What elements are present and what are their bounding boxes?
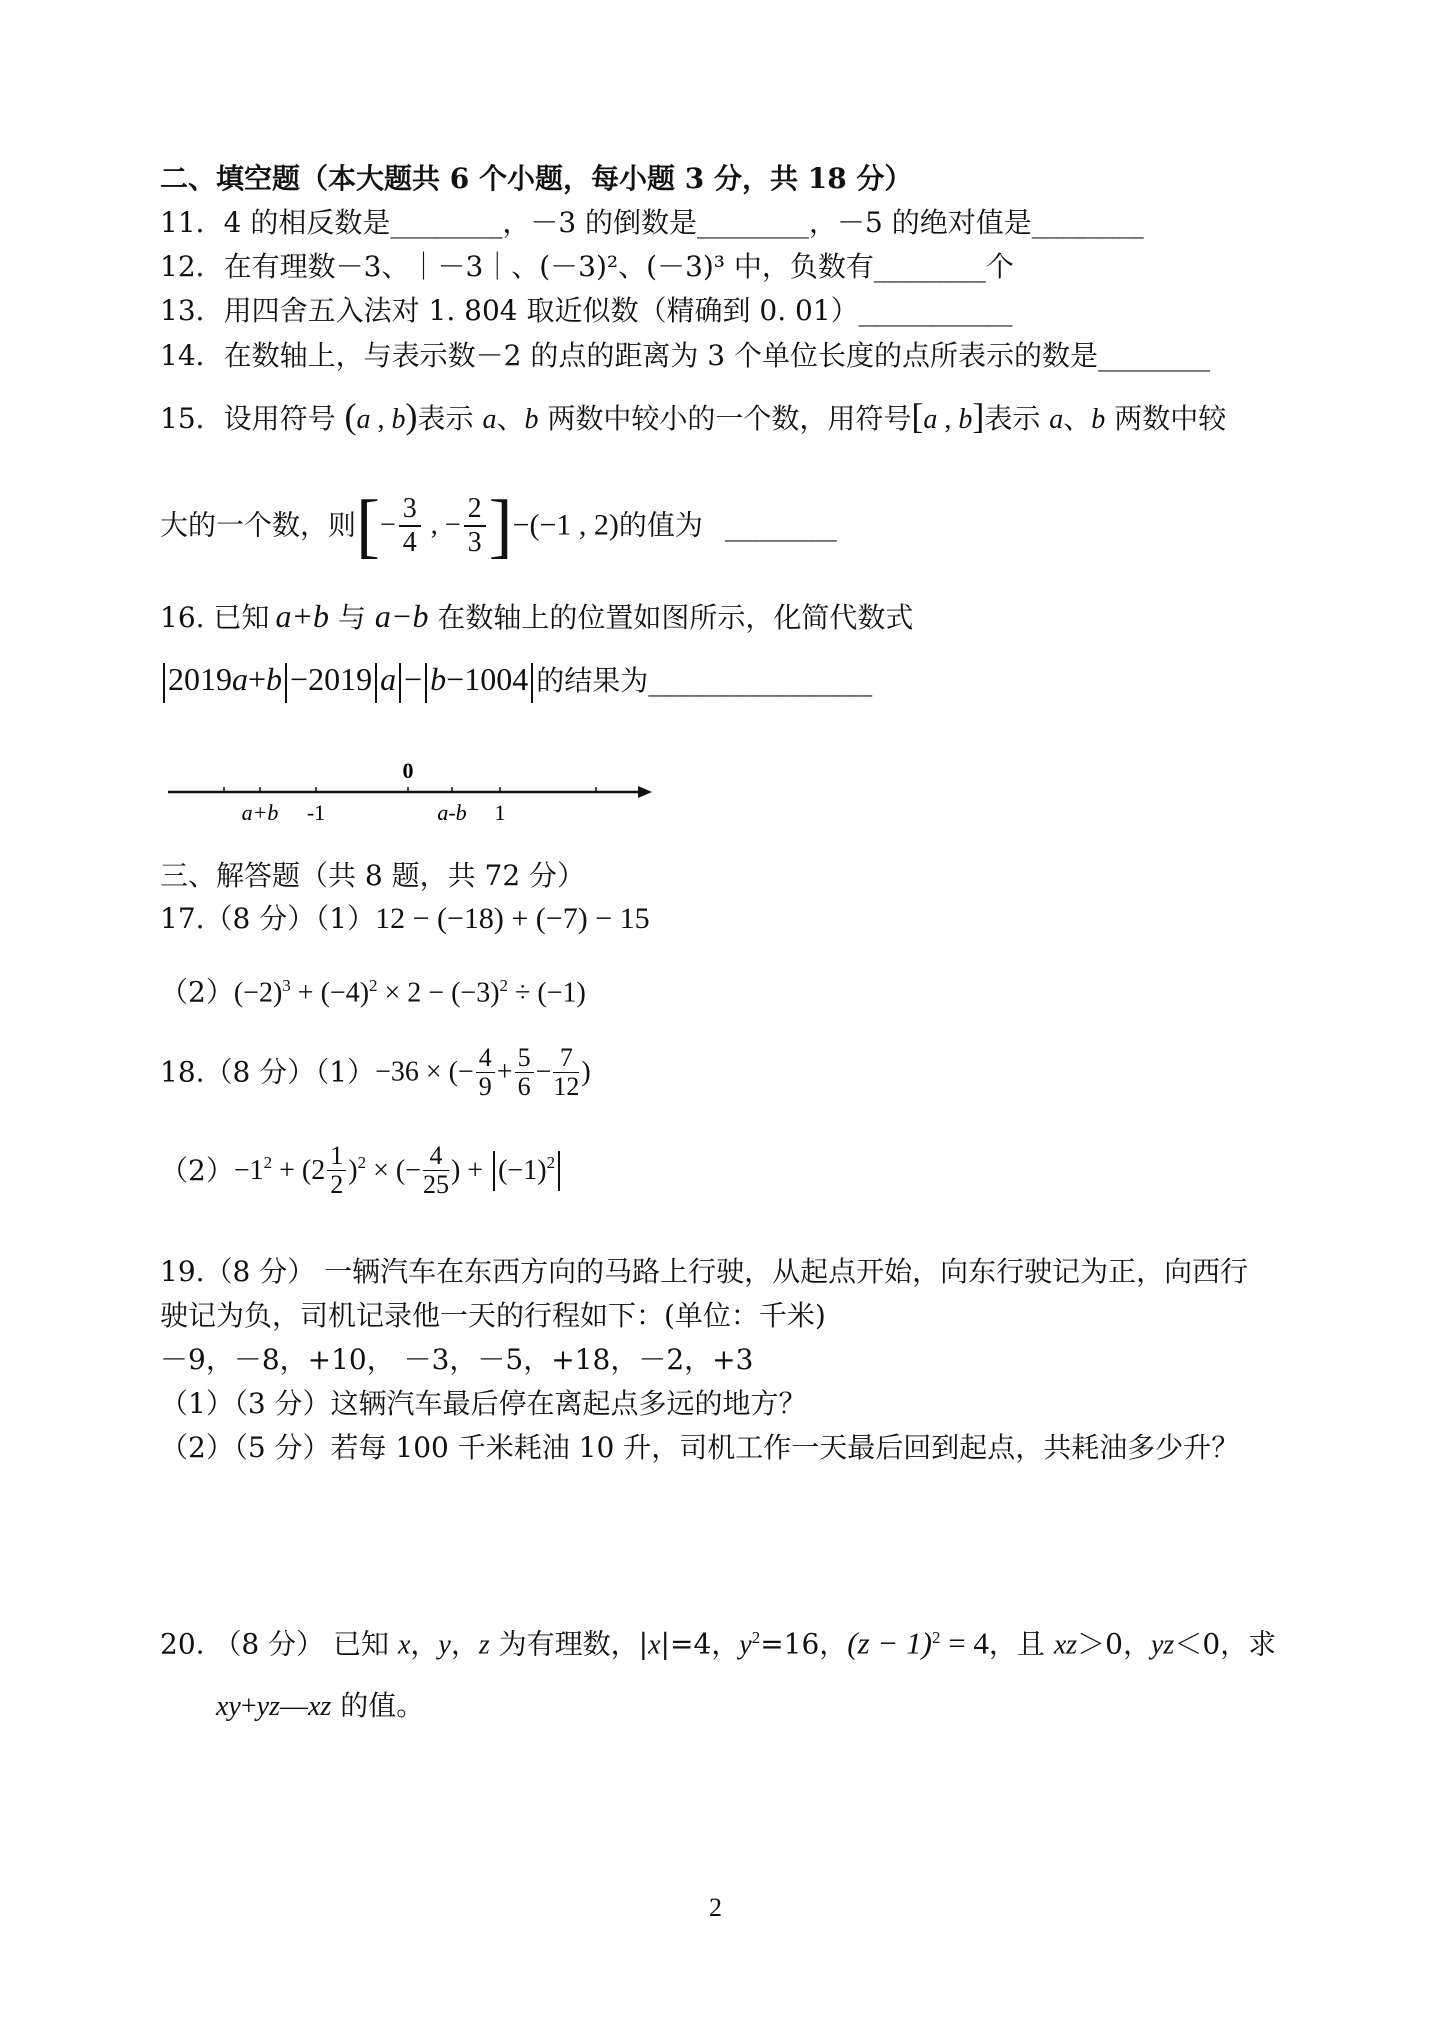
- q16-expr-a-plus-b: a+b: [275, 598, 330, 634]
- label-a-minus-b: a-b: [437, 800, 467, 825]
- q16-abs-bar: [285, 663, 287, 703]
- q18-2-f1-num: 1: [327, 1142, 346, 1171]
- q18-2-f1-den: 2: [330, 1170, 344, 1200]
- q15-line2-suffix: 的值为: [618, 508, 703, 542]
- q18-2-fraction-4-25: [423, 1142, 449, 1199]
- q20-plus: +: [240, 1691, 257, 1722]
- q15-var-b1: b: [524, 404, 539, 435]
- q18-2-f2-num: 4: [423, 1142, 449, 1171]
- q20-expr-eq-4: = 4: [940, 1625, 989, 1661]
- q18-2-term: −1: [233, 1154, 264, 1186]
- q17-2-exp: 2: [499, 976, 509, 995]
- question-19-line5: （2）（5 分）若每 100 千米耗油 10 升，司机工作一天最后回到起点，共耗油多少升？: [160, 1431, 1240, 1464]
- q16-abs-bar: [531, 663, 533, 703]
- q17-2-exp: 2: [369, 976, 378, 995]
- question-15-line1: [160, 398, 1226, 438]
- question-17-part2: [160, 968, 586, 1011]
- q17-2-exp: 3: [282, 976, 291, 995]
- q16-expr-minus-1004: −1004: [446, 661, 529, 697]
- q15-var-a2: a: [923, 404, 938, 435]
- q15-fraction-3-4: [399, 493, 421, 559]
- q15-text-c: 两数中较小的一个数，用符号: [538, 402, 912, 435]
- question-18-part2: [160, 1128, 563, 1206]
- q15-var-a1: a: [482, 404, 497, 435]
- q16-expr-var-b: b: [266, 661, 283, 697]
- q16-abs-bar: [375, 663, 377, 703]
- q18-2-abs-bar: [558, 1151, 560, 1191]
- q18-f1-num: 4: [476, 1044, 495, 1073]
- q18-2-term: ) +: [450, 1154, 491, 1186]
- q15-answer-blank: ________: [724, 508, 837, 542]
- q15-bracket-close: ]: [972, 396, 985, 436]
- label-minus-1: -1: [306, 800, 326, 825]
- q18-close-paren: ): [581, 1056, 591, 1088]
- q16-text-b: 在数轴上的位置如图所示，化简代数式: [428, 601, 914, 634]
- q17-label: 17.（8 分）（1）: [160, 902, 376, 935]
- q16-expr-var-a2: a: [380, 661, 397, 697]
- question-18-part1: [160, 1036, 591, 1108]
- q18-f2-den: 6: [517, 1072, 531, 1101]
- q20-var-yz: yz: [1150, 1629, 1175, 1661]
- q18-fraction-5-6: [515, 1044, 534, 1101]
- q15-line2-text: 大的一个数，则: [160, 508, 357, 542]
- question-15-line2: [160, 484, 837, 566]
- q18-2-exp: 2: [546, 1153, 556, 1172]
- q15-tail-expression: −(−1 , 2): [512, 508, 619, 542]
- q18-2-f2-den: 25: [422, 1170, 449, 1200]
- q18-plus: +: [496, 1056, 513, 1088]
- q15-minus: −: [380, 509, 396, 541]
- q18-f2-num: 5: [515, 1044, 534, 1073]
- q15-text-a: 15．设用符号: [160, 402, 336, 435]
- q15-f1-num: 3: [399, 493, 421, 527]
- q20-expr-z-minus-1: (z − 1): [847, 1625, 932, 1661]
- q17-2-term: (−2): [233, 977, 283, 1009]
- q20-text: 20. （8 分） 已知: [160, 1627, 398, 1661]
- q15-var-b3: b: [1091, 404, 1106, 435]
- q16-abs-bar: [399, 663, 401, 703]
- q18-f3-den: 12: [553, 1072, 580, 1101]
- section2-heading: 二、填空题（本大题共 6 个小题，每小题 3 分，共 18 分）: [160, 162, 913, 195]
- q18-2-exp: 2: [357, 1153, 367, 1172]
- question-12: 12．在有理数－3、｜－3｜、(－3)²、(－3)³ 中，负数有________个: [160, 250, 1014, 283]
- q20-text-value: 的值。: [331, 1689, 425, 1722]
- q18-minus: −: [535, 1056, 552, 1088]
- q15-var-a: a: [356, 404, 371, 435]
- q17-2-label: （2）: [160, 975, 234, 1009]
- question-13: 13．用四舍五入法对 1. 804 取近似数（精确到 0. 01）___________: [160, 294, 1013, 327]
- q18-2-term: × (−: [366, 1154, 421, 1186]
- q15-fraction-2-3: [464, 493, 486, 559]
- q18-1-prefix: −36 × (−: [375, 1056, 474, 1088]
- q17-2-term: + (−4): [290, 977, 370, 1009]
- q20-var-xy: xy: [216, 1691, 241, 1722]
- q15-big-bracket-close: ]: [488, 485, 513, 566]
- q20-var-yz: yz: [256, 1691, 280, 1722]
- q15-var-b2: b: [958, 404, 973, 435]
- q20-text: ＞0，: [1077, 1627, 1151, 1661]
- q18-2-term: + (2: [272, 1154, 326, 1186]
- question-20-line1: [160, 1620, 1276, 1663]
- q15-text-e: 两数中较: [1105, 402, 1227, 435]
- q20-exp: 2: [931, 1628, 941, 1647]
- q15-bracket-open: [: [911, 396, 924, 436]
- question-19-line3: －9，－8，+10， －3，－5，+18，－2，+3: [160, 1343, 754, 1376]
- question-19-line1: 19.（8 分） 一辆汽车在东西方向的马路上行驶，从起点开始，向东行驶记为正，向西行: [160, 1255, 1249, 1288]
- question-19-line4: （1）（3 分）这辆汽车最后停在离起点多远的地方？: [160, 1387, 807, 1420]
- q20-text: ，且: [988, 1627, 1054, 1661]
- q16-text-result: 的结果为________________: [536, 664, 873, 697]
- q20-sep: ，: [450, 1627, 479, 1661]
- label-a-plus-b: a+b: [241, 800, 279, 825]
- q18-2-abs-bar: [493, 1151, 495, 1191]
- page-number: 2: [709, 1893, 722, 1922]
- q15-f2-den: 3: [467, 526, 482, 558]
- q20-text: 为有理数，|: [489, 1627, 649, 1661]
- q18-2-exp: 2: [263, 1153, 273, 1172]
- q20-exp: 2: [751, 1628, 761, 1647]
- q16-expr-a-minus-b: a−b: [374, 598, 429, 634]
- q18-fraction-7-12: [553, 1044, 579, 1101]
- q18-2-fraction-1-2: [327, 1142, 346, 1199]
- q20-var-y: y: [438, 1629, 451, 1661]
- q16-text-mid: 与: [329, 601, 375, 634]
- q18-f1-den: 9: [478, 1072, 492, 1101]
- q15-var-a3: a: [1049, 404, 1064, 435]
- question-20-line2: [216, 1688, 424, 1725]
- question-19-line2: 驶记为负，司机记录他一天的行程如下：(单位：千米): [160, 1299, 826, 1332]
- number-line-figure: [160, 752, 660, 832]
- question-17-part1: [160, 901, 650, 937]
- q16-expr-part: 2019: [168, 661, 232, 697]
- q15-paren-close: ): [405, 396, 418, 436]
- label-zero: 0: [402, 758, 414, 783]
- q20-var-x: x: [397, 1629, 411, 1661]
- q17-2-term: ÷ (−1): [508, 977, 586, 1009]
- q15-sep2: 、: [1063, 402, 1092, 435]
- q16-abs-bar: [163, 663, 165, 703]
- q20-dash: —: [279, 1691, 308, 1722]
- q15-sep1: 、: [496, 402, 525, 435]
- q15-f2-num: 2: [464, 493, 486, 527]
- q20-var-x: x: [648, 1629, 661, 1661]
- q20-text: =16，: [760, 1627, 848, 1661]
- q15-comma-minus: , −: [423, 509, 461, 541]
- q18-2-term: ): [348, 1154, 358, 1186]
- q15-text-d: 表示: [984, 402, 1050, 435]
- q20-var-y: y: [739, 1629, 752, 1661]
- q15-text-b: 表示: [417, 402, 483, 435]
- q18-2-label: （2）: [160, 1153, 234, 1187]
- question-16-line1: [160, 598, 913, 636]
- q15-big-bracket-open: [: [356, 485, 380, 566]
- q16-abs-bar: [425, 663, 427, 703]
- q15-paren-open: (: [344, 396, 357, 436]
- q17-2-term: × 2 − (−3): [377, 977, 500, 1009]
- q15-var-b: b: [391, 404, 406, 435]
- q15-comma: ,: [370, 404, 392, 435]
- q20-sep: ，: [410, 1627, 439, 1661]
- number-line-arrow: [638, 786, 652, 798]
- section3-heading: 三、解答题（共 8 题，共 72 分）: [160, 859, 586, 892]
- question-11: 11．4 的相反数是________，－3 的倒数是________，－5 的绝对值是________: [160, 206, 1144, 239]
- q18-2-term: (−1): [498, 1154, 547, 1186]
- q18-f3-num: 7: [553, 1044, 579, 1073]
- q17-1-expression: 12 − (−18) + (−7) − 15: [375, 902, 650, 935]
- question-16-line2: [160, 656, 872, 704]
- q15-comma2: ,: [937, 404, 959, 435]
- q18-fraction-4-9: [476, 1044, 495, 1101]
- q16-text-a: 16. 已知: [160, 601, 270, 634]
- q15-f1-den: 4: [402, 526, 417, 558]
- q20-var-z: z: [478, 1629, 490, 1661]
- q16-expr-minus: −: [404, 661, 423, 697]
- question-14: 14．在数轴上，与表示数－2 的点的距离为 3 个单位长度的点所表示的数是________: [160, 339, 1210, 372]
- label-one: 1: [494, 800, 506, 825]
- q20-text: ＜0，求: [1174, 1627, 1277, 1661]
- q20-text: |=4，: [660, 1627, 740, 1661]
- q20-var-xz: xz: [1053, 1629, 1078, 1661]
- q16-expr-minus-2019: −2019: [290, 661, 373, 697]
- q20-var-xz: xz: [307, 1691, 332, 1722]
- q16-expr-var-a: a: [232, 661, 248, 697]
- q16-expr-plus: +: [248, 661, 267, 697]
- q18-label: 18.（8 分）（1）: [160, 1055, 376, 1089]
- q16-expr-var-b2: b: [430, 661, 447, 697]
